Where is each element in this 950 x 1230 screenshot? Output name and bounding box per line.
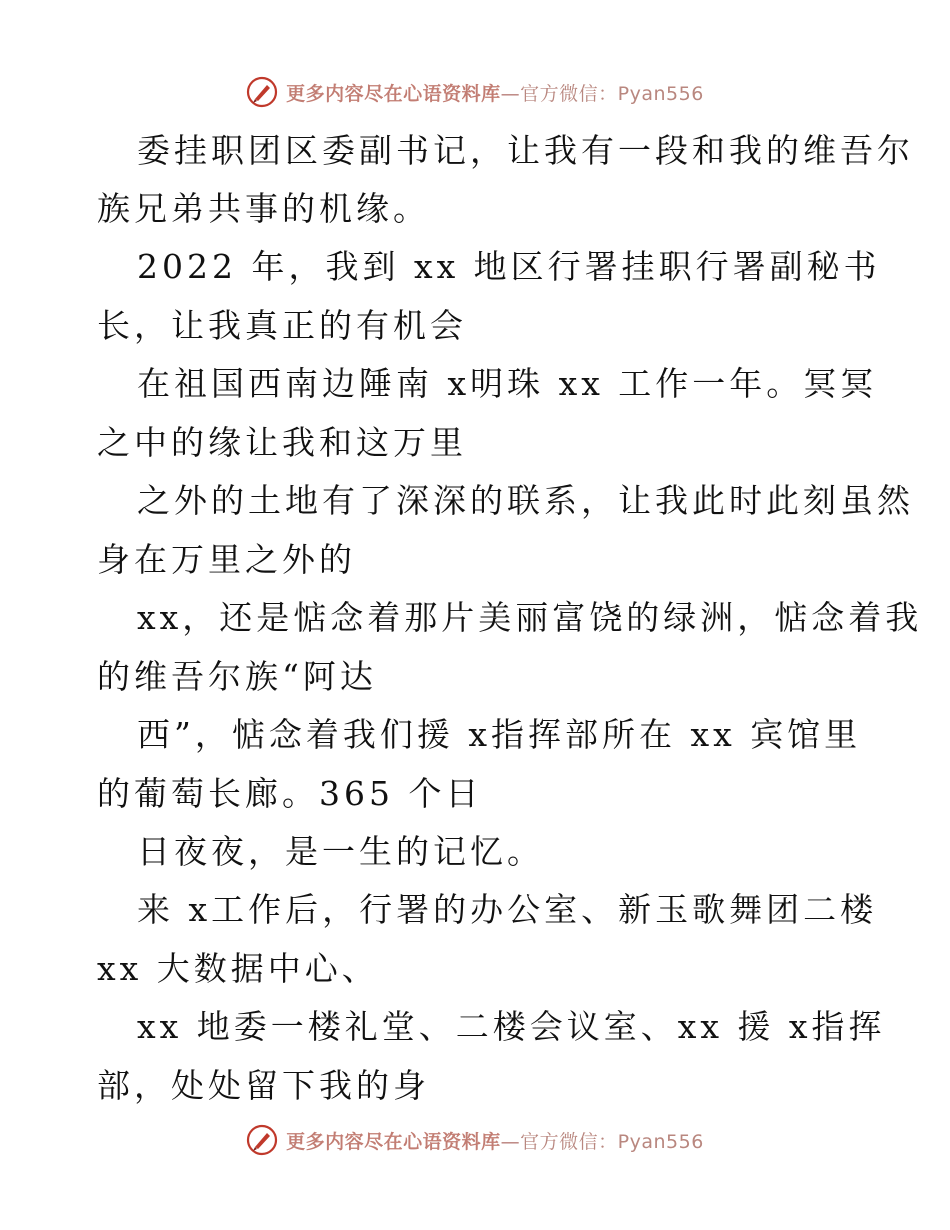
quill-pen-logo-icon [246,76,278,108]
text-line: xx，还是惦念着那片美丽富饶的绿洲，惦念着我 [137,598,923,637]
text-line: 部，处处留下我的身 [97,1066,430,1105]
text-line: 的葡萄长廊。365 个日 [97,774,483,813]
text-line: 日夜夜，是一生的记忆。 [137,832,544,871]
text-line: 2022 年，我到 xx 地区行署挂职行署副秘书 [137,247,881,286]
watermark-main: 更多内容尽在心语资料库 [286,1130,501,1153]
text-line: 委挂职团区委副书记，让我有一段和我的维吾尔 [137,131,914,170]
text-line: 的维吾尔族“阿达 [97,657,377,696]
watermark-main: 更多内容尽在心语资料库 [286,82,501,105]
text-line: 长，让我真正的有机会 [97,306,467,345]
text-line: 之中的缘让我和这万里 [97,423,467,462]
footer-watermark [0,1118,950,1162]
text-line: 之外的土地有了深深的联系，让我此时此刻虽然 [137,481,914,520]
text-line: xx 大数据中心、 [97,949,379,988]
watermark-dash: — [500,82,521,105]
watermark-sub: 官方微信：Pyan556 [520,1130,704,1153]
watermark-text [286,79,704,106]
watermark-dash: — [500,1130,521,1153]
text-line: 身在万里之外的 [97,540,356,579]
text-line: xx 地委一楼礼堂、二楼会议室、xx 援 x指挥 [137,1007,886,1046]
watermark-sub: 官方微信：Pyan556 [520,82,704,105]
quill-pen-logo-icon [246,1124,278,1156]
header-watermark [0,70,950,114]
text-line: 族兄弟共事的机缘。 [97,189,430,228]
watermark-text [286,1127,704,1154]
text-line: 西”，惦念着我们援 x指挥部所在 xx 宾馆里 [137,715,862,754]
text-line: 来 x工作后，行署的办公室、新玉歌舞团二楼 [137,890,878,929]
text-line: 在祖国西南边陲南 x明珠 xx 工作一年。冥冥 [137,364,878,403]
